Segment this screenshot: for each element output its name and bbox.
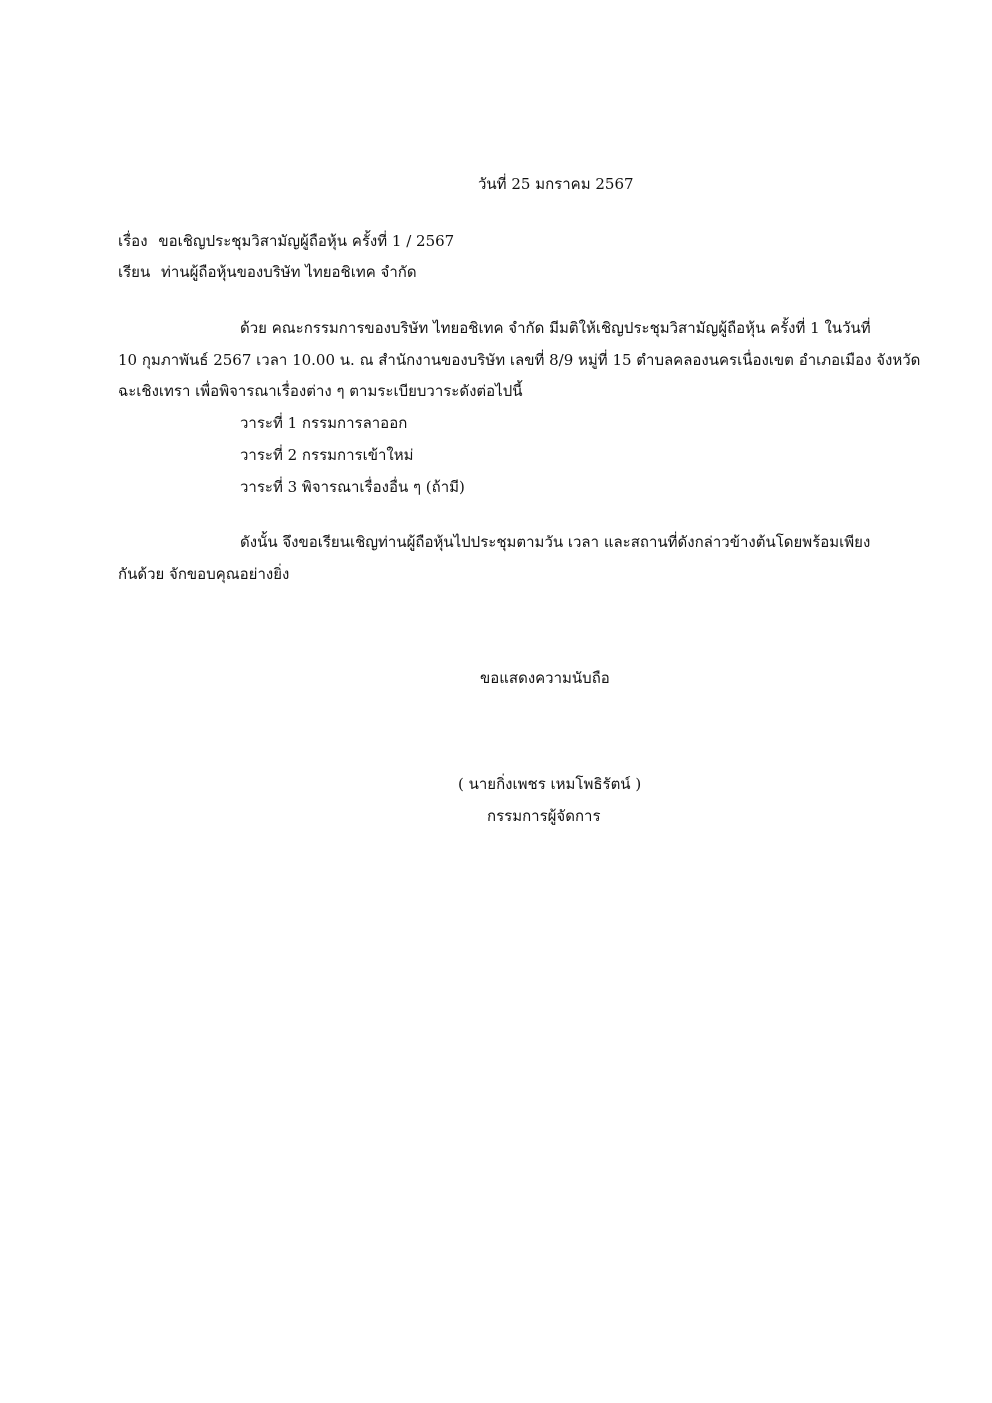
subject-text: ขอเชิญประชุมวิสามัญผู้ถือหุ้น ครั้งที่ 1 / 2567 [158,232,455,250]
closing-salutation: ขอแสดงความนับถือ [480,669,610,687]
letter-recipient [118,262,417,282]
body-paragraph-2-line-1: ดังนั้น จึงขอเรียนเชิญท่านผู้ถือหุ้นไปประชุมตามวัน เวลา และสถานที่ดังกล่าวข้างต้นโดยพร้อมเพียง [240,533,871,551]
letter-date [478,174,634,194]
body-paragraph-1-line-3: ฉะเชิงเทรา เพื่อพิจารณาเรื่องต่าง ๆ ตามระเบียบวาระดังต่อไปนี้ [118,382,523,400]
recipient-text: ท่านผู้ถือหุ้นของบริษัท ไทยอชิเทค จำกัด [161,263,417,281]
letter-subject [118,231,454,251]
agenda-item-3: วาระที่ 3 พิจารณาเรื่องอื่น ๆ (ถ้ามี) [240,478,465,496]
signer-name: ( นายกิ่งเพชร เหมโพธิรัตน์ ) [458,775,642,793]
date-value: 25 มกราคม 2567 [511,175,634,193]
recipient-label: เรียน [118,263,151,281]
signer-title: กรรมการผู้จัดการ [487,807,601,825]
body-paragraph-1-line-1: ด้วย คณะกรรมการของบริษัท ไทยอชิเทค จำกัด มีมติให้เชิญประชุมวิสามัญผู้ถือหุ้น ครั้งที่ 1 ในวันที่ [240,319,871,337]
agenda-item-1: วาระที่ 1 กรรมการลาออก [240,414,408,432]
subject-label: เรื่อง [118,232,148,250]
body-paragraph-2-line-2: กันด้วย จักขอบคุณอย่างยิ่ง [118,565,290,583]
date-label: วันที่ [478,175,507,193]
body-paragraph-1-line-2: 10 กุมภาพันธ์ 2567 เวลา 10.00 น. ณ สำนักงานของบริษัท เลขที่ 8/9 หมู่ที่ 15 ตำบลคลองนครเนื่องเขต อำเภอเมือง จังหวัด [118,351,921,369]
agenda-item-2: วาระที่ 2 กรรมการเข้าใหม่ [240,446,414,464]
